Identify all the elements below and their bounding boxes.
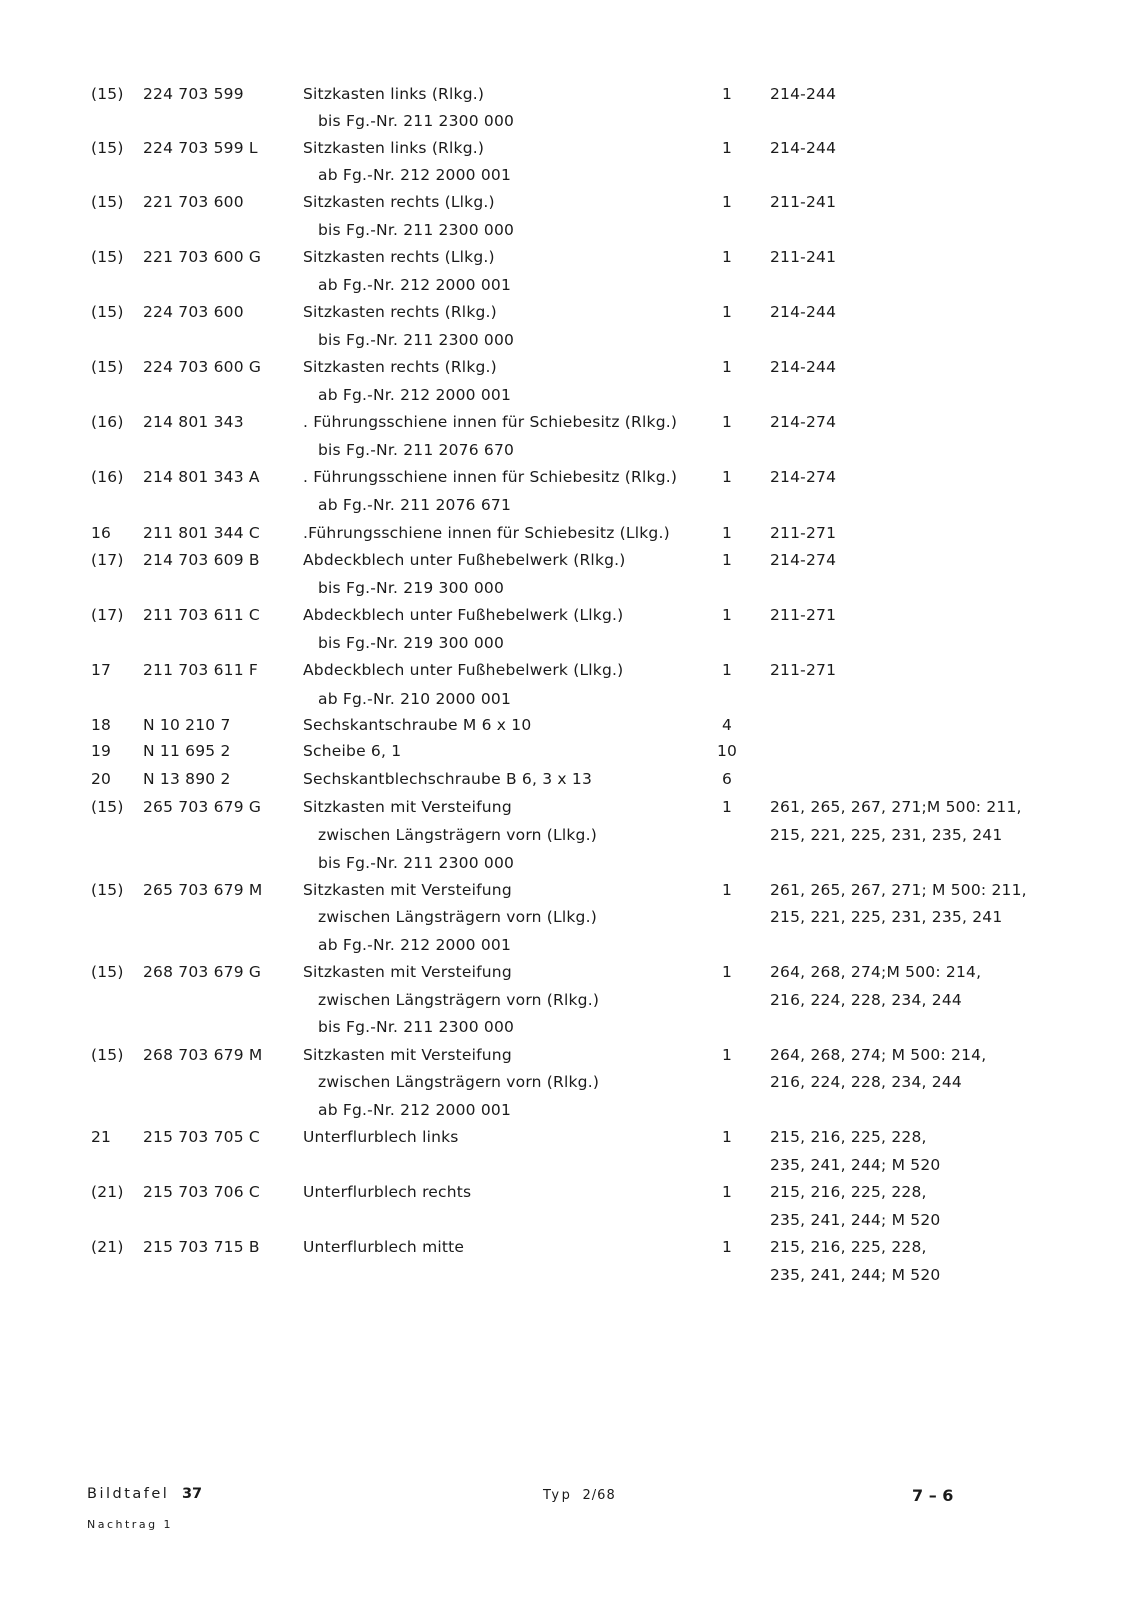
quantity: 10	[716, 742, 738, 760]
applicable-types: 264, 268, 274;M 500: 214,	[770, 963, 982, 981]
position-number: 19	[91, 742, 112, 760]
position-number: (15)	[91, 1046, 124, 1064]
table-row-continuation	[0, 986, 1136, 1014]
part-description: Sitzkasten mit Versteifung	[303, 798, 512, 816]
applicable-types: 235, 241, 244; M 520	[770, 1156, 941, 1174]
part-number: N 11 695 2	[143, 742, 231, 760]
plate-label: Bildtafel	[87, 1486, 170, 1502]
description-note: bis Fg.-Nr. 211 2300 000	[318, 112, 515, 130]
table-row-continuation	[0, 1096, 1136, 1124]
table-row-continuation	[0, 161, 1136, 189]
quantity: 6	[721, 770, 733, 788]
part-number: 215 703 705 C	[143, 1128, 260, 1146]
table-row-continuation	[0, 491, 1136, 519]
part-number: 214 703 609 B	[143, 551, 260, 569]
table-row	[0, 656, 1136, 684]
table-row	[0, 134, 1136, 162]
position-number: (15)	[91, 963, 124, 981]
part-description: Sechskantblechschraube B 6, 3 x 13	[303, 770, 593, 788]
part-description: . Führungsschiene innen für Schiebesitz (Rlkg.)	[303, 468, 678, 486]
part-description: Sitzkasten mit Versteifung	[303, 963, 512, 981]
quantity: 1	[721, 1128, 733, 1146]
table-row-continuation	[0, 629, 1136, 657]
table-row	[0, 1123, 1136, 1151]
table-row	[0, 546, 1136, 574]
type-value: 2/68	[582, 1488, 616, 1503]
quantity: 1	[721, 881, 733, 899]
position-number: (15)	[91, 303, 124, 321]
table-row-continuation	[0, 903, 1136, 931]
position-number: 17	[91, 661, 112, 679]
applicable-types: 215, 216, 225, 228,	[770, 1183, 927, 1201]
applicable-types: 215, 216, 225, 228,	[770, 1128, 927, 1146]
quantity: 1	[721, 248, 733, 266]
part-number: 221 703 600	[143, 193, 244, 211]
description-note: bis Fg.-Nr. 211 2300 000	[318, 221, 515, 239]
quantity: 4	[721, 716, 733, 734]
description-note: ab Fg.-Nr. 210 2000 001	[318, 690, 512, 708]
applicable-types: 211-271	[770, 661, 837, 679]
table-row	[0, 1233, 1136, 1261]
part-number: 265 703 679 M	[143, 881, 263, 899]
position-number: 21	[91, 1128, 112, 1146]
quantity: 1	[721, 193, 733, 211]
applicable-types: 211-241	[770, 193, 837, 211]
plate-reference	[87, 1486, 202, 1502]
applicable-types: 214-274	[770, 468, 837, 486]
description-note: zwischen Längsträgern vorn (Rlkg.)	[318, 1073, 600, 1091]
table-row-continuation	[0, 1013, 1136, 1041]
position-number: (15)	[91, 248, 124, 266]
position-number: 16	[91, 524, 112, 542]
position-number: (15)	[91, 139, 124, 157]
position-number: 20	[91, 770, 112, 788]
part-number: 224 703 600	[143, 303, 244, 321]
applicable-types: 214-244	[770, 358, 837, 376]
part-description: Sitzkasten links (Rlkg.)	[303, 139, 485, 157]
description-note: ab Fg.-Nr. 212 2000 001	[318, 386, 512, 404]
applicable-types: 216, 224, 228, 234, 244	[770, 991, 962, 1009]
table-row-continuation	[0, 107, 1136, 135]
quantity: 1	[721, 661, 733, 679]
part-description: Sitzkasten mit Versteifung	[303, 881, 512, 899]
position-number: (16)	[91, 413, 124, 431]
part-number: 214 801 343 A	[143, 468, 260, 486]
quantity: 1	[721, 1046, 733, 1064]
part-number: 224 703 600 G	[143, 358, 262, 376]
quantity: 1	[721, 963, 733, 981]
description-note: ab Fg.-Nr. 212 2000 001	[318, 276, 512, 294]
part-description: . Führungsschiene innen für Schiebesitz (Rlkg.)	[303, 413, 678, 431]
description-note: bis Fg.-Nr. 211 2076 670	[318, 441, 515, 459]
applicable-types: 215, 221, 225, 231, 235, 241	[770, 826, 1003, 844]
table-row	[0, 793, 1136, 821]
quantity: 1	[721, 524, 733, 542]
table-row	[0, 298, 1136, 326]
table-row-continuation	[0, 436, 1136, 464]
table-row-continuation	[0, 1068, 1136, 1096]
quantity: 1	[721, 468, 733, 486]
applicable-types: 211-271	[770, 606, 837, 624]
applicable-types: 211-271	[770, 524, 837, 542]
position-number: 18	[91, 716, 112, 734]
position-number: (15)	[91, 193, 124, 211]
plate-number: 37	[181, 1486, 203, 1502]
part-description: Abdeckblech unter Fußhebelwerk (Llkg.)	[303, 661, 624, 679]
part-number: 221 703 600 G	[143, 248, 262, 266]
description-note: bis Fg.-Nr. 219 300 000	[318, 579, 505, 597]
description-note: ab Fg.-Nr. 212 2000 001	[318, 166, 512, 184]
applicable-types: 214-244	[770, 303, 837, 321]
quantity: 1	[721, 1183, 733, 1201]
part-number: N 10 210 7	[143, 716, 231, 734]
page-number: 7 – 6	[912, 1486, 954, 1505]
applicable-types: 261, 265, 267, 271; M 500: 211,	[770, 881, 1027, 899]
part-description: Sitzkasten links (Rlkg.)	[303, 85, 485, 103]
table-row-continuation	[0, 574, 1136, 602]
applicable-types: 216, 224, 228, 234, 244	[770, 1073, 962, 1091]
type-reference	[543, 1488, 616, 1503]
description-note: bis Fg.-Nr. 211 2300 000	[318, 331, 515, 349]
table-row	[0, 1178, 1136, 1206]
part-number: 268 703 679 M	[143, 1046, 263, 1064]
part-description: Sitzkasten rechts (Llkg.)	[303, 193, 495, 211]
part-description: Unterflurblech rechts	[303, 1183, 472, 1201]
part-number: 214 801 343	[143, 413, 244, 431]
part-description: Abdeckblech unter Fußhebelwerk (Llkg.)	[303, 606, 624, 624]
part-number: 211 703 611 F	[143, 661, 259, 679]
table-row	[0, 1206, 1136, 1234]
description-note: ab Fg.-Nr. 212 2000 001	[318, 1101, 512, 1119]
table-row	[0, 188, 1136, 216]
position-number: (17)	[91, 551, 124, 569]
description-note: zwischen Längsträgern vorn (Llkg.)	[318, 826, 597, 844]
table-row-continuation	[0, 685, 1136, 713]
part-number: 211 703 611 C	[143, 606, 260, 624]
table-row	[0, 601, 1136, 629]
table-row-continuation	[0, 849, 1136, 877]
description-note: bis Fg.-Nr. 219 300 000	[318, 634, 505, 652]
quantity: 1	[721, 606, 733, 624]
quantity: 1	[721, 358, 733, 376]
table-row	[0, 711, 1136, 739]
applicable-types: 215, 221, 225, 231, 235, 241	[770, 908, 1003, 926]
part-number: 265 703 679 G	[143, 798, 262, 816]
position-number: (17)	[91, 606, 124, 624]
description-note: zwischen Längsträgern vorn (Llkg.)	[318, 908, 597, 926]
applicable-types: 261, 265, 267, 271;M 500: 211,	[770, 798, 1022, 816]
position-number: (21)	[91, 1238, 124, 1256]
position-number: (15)	[91, 881, 124, 899]
table-row	[0, 408, 1136, 436]
applicable-types: 264, 268, 274; M 500: 214,	[770, 1046, 987, 1064]
part-description: Sitzkasten mit Versteifung	[303, 1046, 512, 1064]
part-number: 211 801 344 C	[143, 524, 260, 542]
quantity: 1	[721, 139, 733, 157]
part-description: Sitzkasten rechts (Rlkg.)	[303, 303, 497, 321]
position-number: (15)	[91, 798, 124, 816]
table-row-continuation	[0, 326, 1136, 354]
table-row-continuation	[0, 271, 1136, 299]
part-description: Unterflurblech links	[303, 1128, 459, 1146]
description-note: zwischen Längsträgern vorn (Rlkg.)	[318, 991, 600, 1009]
table-row	[0, 958, 1136, 986]
type-label: Typ	[543, 1488, 573, 1503]
part-number: 224 703 599 L	[143, 139, 258, 157]
table-row	[0, 1261, 1136, 1289]
position-number: (15)	[91, 358, 124, 376]
quantity: 1	[721, 1238, 733, 1256]
table-row-continuation	[0, 821, 1136, 849]
applicable-types: 214-244	[770, 139, 837, 157]
table-row	[0, 1151, 1136, 1179]
part-number: N 13 890 2	[143, 770, 231, 788]
part-description: Sitzkasten rechts (Rlkg.)	[303, 358, 497, 376]
quantity: 1	[721, 85, 733, 103]
description-note: bis Fg.-Nr. 211 2300 000	[318, 1018, 515, 1036]
table-row	[0, 765, 1136, 793]
applicable-types: 214-244	[770, 85, 837, 103]
part-number: 215 703 715 B	[143, 1238, 260, 1256]
part-description: Abdeckblech unter Fußhebelwerk (Rlkg.)	[303, 551, 626, 569]
table-row	[0, 1041, 1136, 1069]
part-description: Sitzkasten rechts (Llkg.)	[303, 248, 495, 266]
table-row	[0, 737, 1136, 765]
description-note: ab Fg.-Nr. 212 2000 001	[318, 936, 512, 954]
part-number: 268 703 679 G	[143, 963, 262, 981]
table-row	[0, 463, 1136, 491]
quantity: 1	[721, 413, 733, 431]
quantity: 1	[721, 303, 733, 321]
applicable-types: 235, 241, 244; M 520	[770, 1211, 941, 1229]
quantity: 1	[721, 798, 733, 816]
applicable-types: 214-274	[770, 551, 837, 569]
table-row-continuation	[0, 381, 1136, 409]
part-description: .Führungsschiene innen für Schiebesitz (Llkg.)	[303, 524, 670, 542]
part-description: Scheibe 6, 1	[303, 742, 402, 760]
part-description: Unterflurblech mitte	[303, 1238, 465, 1256]
applicable-types: 214-274	[770, 413, 837, 431]
position-number: (16)	[91, 468, 124, 486]
position-number: (15)	[91, 85, 124, 103]
applicable-types: 235, 241, 244; M 520	[770, 1266, 941, 1284]
table-row-continuation	[0, 216, 1136, 244]
table-row	[0, 519, 1136, 547]
position-number: (21)	[91, 1183, 124, 1201]
description-note: bis Fg.-Nr. 211 2300 000	[318, 854, 515, 872]
table-row	[0, 353, 1136, 381]
supplement-note: Nachtrag 1	[87, 1518, 174, 1531]
part-description: Sechskantschraube M 6 x 10	[303, 716, 532, 734]
applicable-types: 215, 216, 225, 228,	[770, 1238, 927, 1256]
table-row-continuation	[0, 931, 1136, 959]
description-note: ab Fg.-Nr. 211 2076 671	[318, 496, 512, 514]
table-row	[0, 80, 1136, 108]
quantity: 1	[721, 551, 733, 569]
part-number: 224 703 599	[143, 85, 244, 103]
table-row	[0, 876, 1136, 904]
applicable-types: 211-241	[770, 248, 837, 266]
part-number: 215 703 706 C	[143, 1183, 260, 1201]
table-row	[0, 243, 1136, 271]
